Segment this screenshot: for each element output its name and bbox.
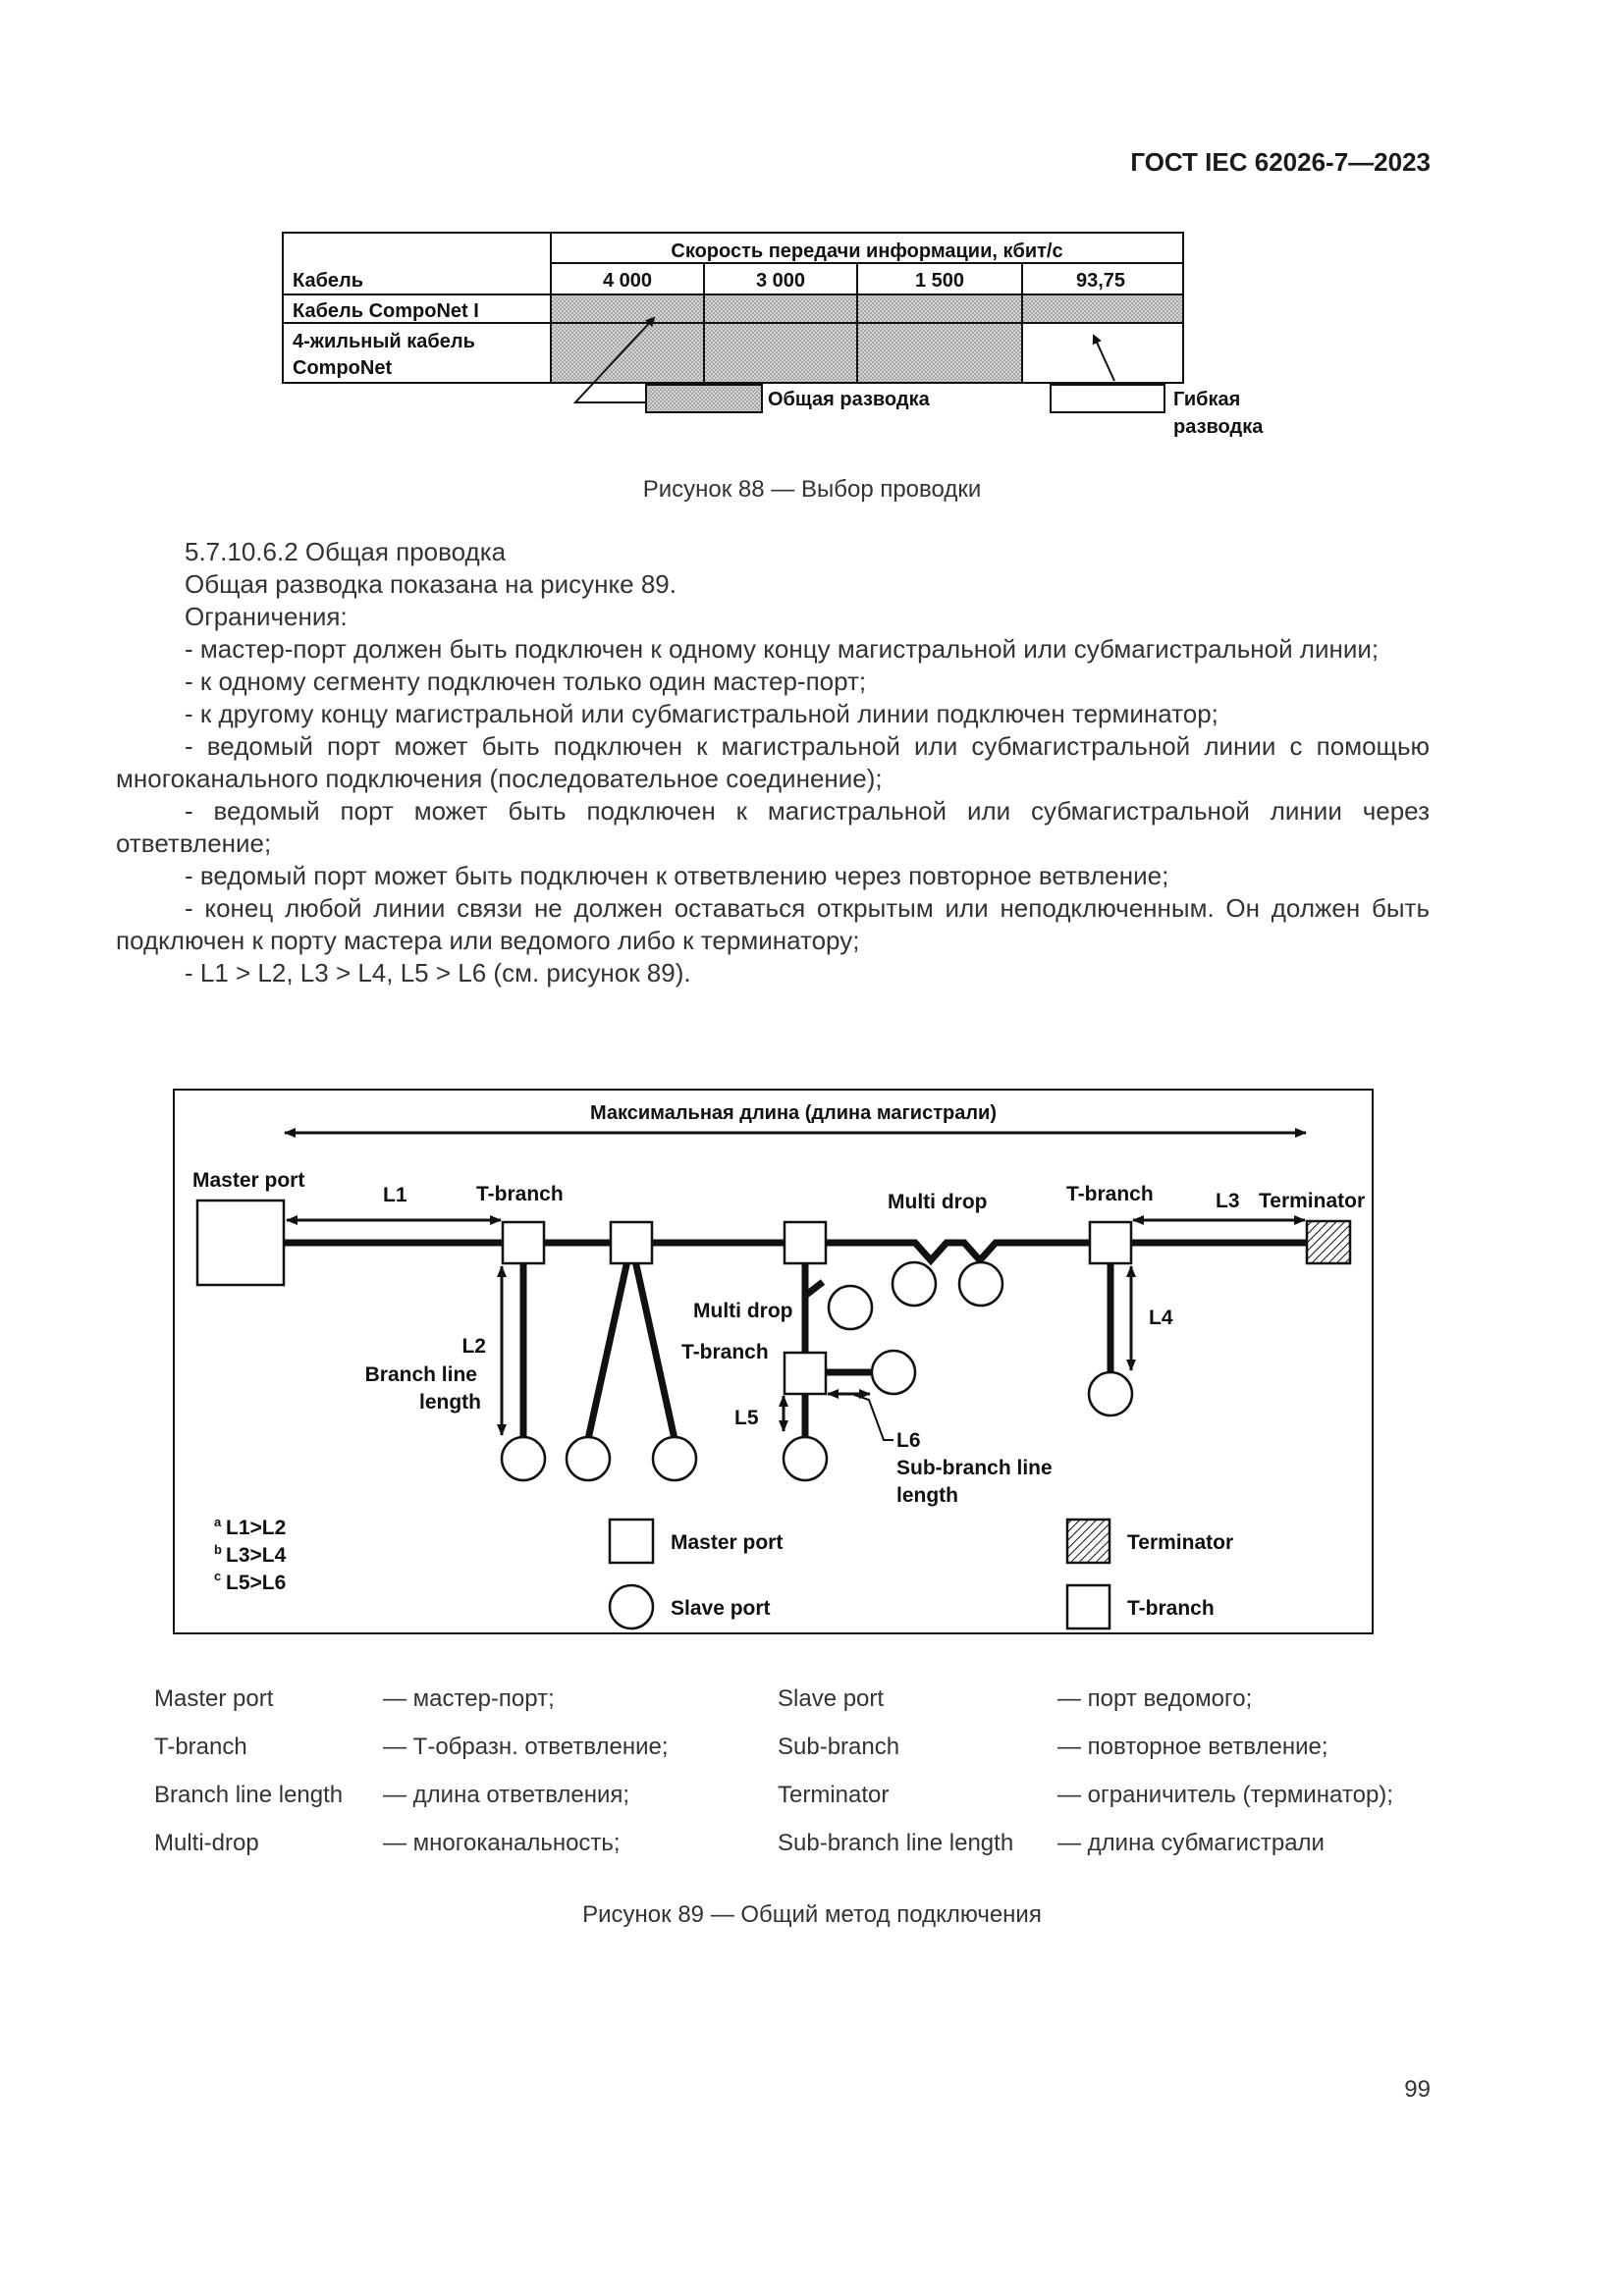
list-item: - L1 > L2, L3 > L4, L5 > L6 (см. рисунок 89).	[185, 958, 691, 988]
legend-definition: — мастер-порт;	[383, 1685, 555, 1712]
t-branch-label: T-branch	[476, 1183, 564, 1205]
note-text: L1>L2	[226, 1517, 287, 1539]
multi-drop-label: Multi drop	[888, 1191, 988, 1213]
legend-term: Terminator	[778, 1782, 890, 1808]
l4-label: L4	[1149, 1307, 1173, 1329]
t-branch-label: T-branch	[681, 1341, 769, 1363]
slave-port-circle	[567, 1437, 610, 1480]
master-port-box	[197, 1201, 284, 1285]
l1-label: L1	[383, 1184, 407, 1206]
legend-term: Branch line length	[154, 1782, 344, 1808]
branch-line-length-label: length	[419, 1391, 481, 1414]
section-heading: 5.7.10.6.2 Общая проводка	[185, 537, 507, 566]
legend-term: Sub-branch line length	[778, 1830, 1014, 1856]
cable-header: Кабель	[293, 270, 364, 292]
l3-label: L3	[1216, 1190, 1240, 1212]
section-text	[116, 536, 1430, 989]
t-branch-box	[503, 1222, 544, 1263]
note-mark: a	[214, 1515, 222, 1529]
legend-row	[154, 1685, 1431, 1734]
list-item: - мастер-порт должен быть подключен к одному концу магистральной или субмагистральной линии;	[185, 634, 1380, 664]
slave-port-circle	[829, 1286, 872, 1329]
legend-definition: — ограничитель (терминатор);	[1057, 1782, 1393, 1808]
key-master-port-label: Master port	[671, 1531, 784, 1554]
legend-definition: — длина ответвления;	[383, 1782, 630, 1808]
legend-row	[154, 1830, 1431, 1878]
list-item: - конец любой линии связи не должен оставаться открытым или неподключенным. Он должен быть подключен к порту мастера или ведомого либо к терминатору;	[116, 893, 1430, 955]
branch-line-label: Branch line	[364, 1363, 477, 1386]
slave-port-circle	[1089, 1372, 1132, 1415]
paragraph: Общая разводка показана на рисунке 89.	[185, 569, 677, 599]
key-t-branch-label: T-branch	[1127, 1597, 1215, 1620]
key-slave-port-icon	[610, 1585, 653, 1629]
speed-value: 3 000	[755, 270, 806, 292]
figure-88-caption: Рисунок 88 — Выбор проводки	[642, 476, 982, 503]
l2-label: L2	[461, 1335, 486, 1358]
l6-label: L6	[896, 1429, 921, 1452]
flex-wiring-label: Гибкая	[1173, 389, 1241, 410]
note-text: L5>L6	[226, 1572, 287, 1594]
max-length-label: Максимальная длина (длина магистрали)	[589, 1102, 998, 1124]
slave-port-circle	[653, 1437, 696, 1480]
legend-definition: — порт ведомого;	[1057, 1685, 1253, 1712]
speed-value: 1 500	[914, 270, 965, 292]
slave-port-circle	[872, 1351, 915, 1394]
legend-term: Master port	[154, 1685, 274, 1712]
speed-value: 93,75	[1075, 270, 1126, 292]
key-terminator-label: Terminator	[1127, 1531, 1234, 1554]
multi-drop-label: Multi drop	[693, 1300, 793, 1322]
row-label: 4-жильный кабель	[293, 331, 475, 352]
general-wiring-swatch	[646, 385, 762, 412]
paragraph: Ограничения:	[185, 602, 348, 631]
key-slave-port-label: Slave port	[671, 1597, 771, 1620]
note-mark: c	[214, 1569, 222, 1583]
legend-definition: — длина субмагистрали	[1057, 1830, 1325, 1856]
list-item: - ведомый порт может быть подключен к магистральной или субмагистральной линии через ответвление;	[116, 796, 1430, 858]
t-branch-box	[1090, 1222, 1131, 1263]
speed-header: Скорость передачи информации, кбит/с	[671, 240, 1063, 262]
note-text: L3>L4	[226, 1544, 287, 1567]
list-item: - ведомый порт может быть подключен к ответвлению через повторное ветвление;	[185, 861, 1169, 890]
legend-row	[154, 1782, 1431, 1830]
list-item: - к другому концу магистральной или субмагистральной линии подключен терминатор;	[185, 699, 1218, 728]
t-branch-box	[785, 1353, 826, 1394]
key-terminator-icon	[1067, 1520, 1110, 1563]
legend-definition: — Т-образн. ответвление;	[383, 1734, 669, 1760]
sub-branch-label: Sub-branch line	[896, 1457, 1053, 1479]
slave-port-circle	[893, 1262, 936, 1306]
flex-wiring-arrow	[1094, 336, 1114, 381]
figure-89-legend	[154, 1685, 1431, 1878]
list-item: - ведомый порт может быть подключен к магистральной или субмагистральной линии с помощью многоканального подключения (последовательное соединение);	[116, 731, 1430, 793]
legend-term: Slave port	[778, 1685, 885, 1712]
slave-port-circle	[502, 1437, 545, 1480]
page-number: 99	[1404, 2076, 1431, 2103]
legend-term: T-branch	[154, 1734, 247, 1760]
l5-label: L5	[734, 1407, 759, 1429]
flex-wiring-label: разводка	[1173, 416, 1264, 438]
legend-term: Multi-drop	[154, 1830, 259, 1856]
row-label: Кабель CompoNet I	[293, 300, 479, 322]
t-branch-box	[611, 1222, 652, 1263]
note-mark: b	[214, 1542, 222, 1557]
master-port-label: Master port	[192, 1169, 305, 1192]
legend-definition: — повторное ветвление;	[1057, 1734, 1328, 1760]
general-wiring-label: Общая разводка	[768, 389, 930, 410]
terminator-label: Terminator	[1259, 1190, 1366, 1212]
t-branch-label: T-branch	[1066, 1183, 1154, 1205]
legend-row	[154, 1734, 1431, 1782]
t-branch-box	[785, 1222, 826, 1263]
document-code: ГОСТ IEC 62026-7—2023	[1130, 147, 1431, 177]
speed-value: 4 000	[602, 270, 653, 292]
legend-definition: — многоканальность;	[383, 1830, 621, 1856]
sub-branch-length-label: length	[896, 1484, 958, 1507]
list-item: - к одному сегменту подключен только один мастер-порт;	[185, 667, 867, 696]
slave-port-circle	[784, 1437, 827, 1480]
figure-89-caption: Рисунок 89 — Общий метод подключения	[582, 1901, 1042, 1928]
key-master-port-icon	[610, 1520, 653, 1563]
slave-port-circle	[959, 1262, 1002, 1306]
key-t-branch-icon	[1067, 1585, 1110, 1629]
terminator-box	[1307, 1221, 1350, 1263]
legend-term: Sub-branch	[778, 1734, 900, 1760]
figure-89	[0, 1080, 1624, 1649]
flex-wiring-swatch	[1051, 385, 1164, 412]
figure-88	[0, 0, 1624, 471]
row-label: CompoNet	[293, 357, 393, 379]
